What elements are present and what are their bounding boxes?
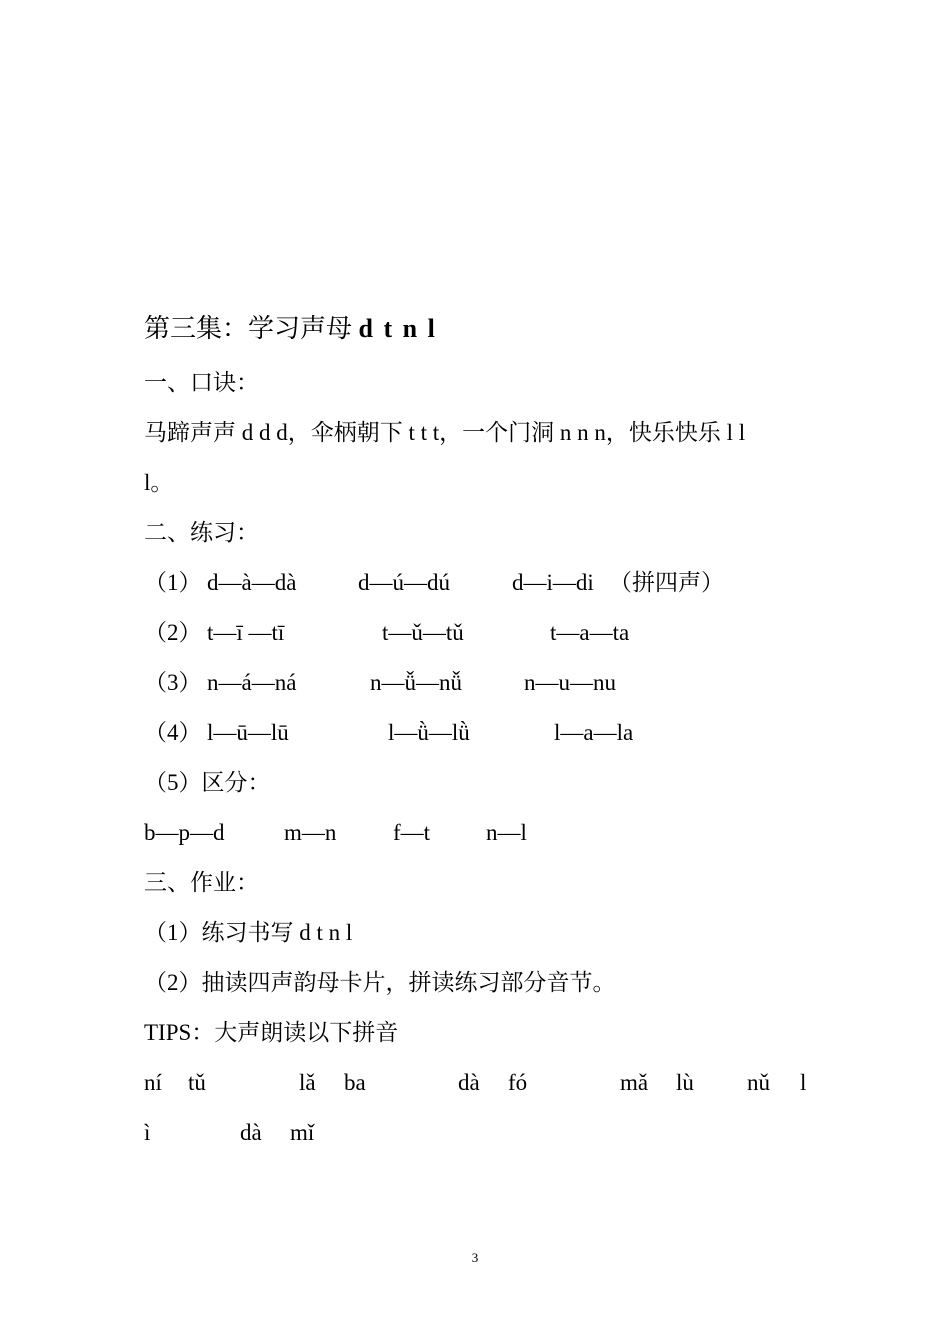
pinyin-syllable: dà bbox=[458, 1070, 480, 1095]
pinyin-syllable: dà bbox=[240, 1120, 262, 1145]
title-letters: d t n l bbox=[358, 314, 437, 343]
practice-row bbox=[144, 718, 764, 748]
tips-row bbox=[144, 1068, 814, 1098]
pinyin-syllable: mǎ bbox=[620, 1070, 649, 1095]
pinyin-syllable: lù bbox=[676, 1070, 694, 1095]
distinguish-heading: （5）区分： bbox=[144, 770, 271, 795]
practice-row bbox=[144, 568, 764, 598]
practice-row-label: （3） bbox=[144, 670, 202, 695]
tips-row bbox=[144, 1118, 444, 1148]
practice-item: l—a—la bbox=[554, 720, 634, 745]
mnemonic-text-line2: l。 bbox=[144, 470, 174, 495]
mnemonic-text-line1: 马蹄声声 d d d，伞柄朝下 t t t，一个门洞 n n n，快乐快乐 l l bbox=[144, 420, 746, 445]
practice-row bbox=[144, 668, 764, 698]
pinyin-syllable: l bbox=[800, 1070, 807, 1095]
pinyin-syllable: lǎ bbox=[299, 1070, 316, 1095]
practice-item: d—à—dà bbox=[207, 570, 297, 595]
practice-item: t—ī —tī bbox=[207, 620, 285, 645]
practice-row-label: （2） bbox=[144, 620, 202, 645]
pinyin-syllable: nǔ bbox=[747, 1070, 770, 1095]
page-title bbox=[144, 314, 437, 344]
distinguish-pair: b—p—d bbox=[144, 820, 225, 845]
practice-item: d—ú—dú bbox=[358, 570, 450, 595]
pinyin-syllable: tǔ bbox=[188, 1070, 206, 1095]
practice-item: t—a—ta bbox=[550, 620, 630, 645]
practice-row-label: （4） bbox=[144, 720, 202, 745]
practice-row-label: （1） bbox=[144, 570, 202, 595]
practice-heading: 二、练习： bbox=[144, 520, 259, 545]
page-number: 3 bbox=[471, 1250, 479, 1265]
homework-item: （2）抽读四声韵母卡片，拼读练习部分音节。 bbox=[144, 970, 616, 995]
practice-item: d—i—di bbox=[512, 570, 594, 595]
practice-item: n—á—ná bbox=[207, 670, 297, 695]
pinyin-syllable: ba bbox=[344, 1070, 366, 1095]
pinyin-syllable: fó bbox=[508, 1070, 528, 1095]
pinyin-syllable: ní bbox=[144, 1070, 162, 1095]
practice-item: t—ǔ—tǔ bbox=[382, 620, 464, 645]
homework-item: （1）练习书写 d t n l bbox=[144, 920, 353, 945]
pinyin-syllable: mǐ bbox=[290, 1120, 315, 1145]
practice-item: n—ǚ—nǚ bbox=[370, 670, 462, 695]
pinyin-syllable: ì bbox=[144, 1120, 151, 1145]
practice-item: l—ǜ—lǜ bbox=[388, 720, 470, 745]
homework-heading: 三、作业： bbox=[144, 870, 259, 895]
distinguish-pair: m—n bbox=[284, 820, 337, 845]
mnemonic-heading: 一、口诀： bbox=[144, 370, 259, 395]
practice-note: （拼四声） bbox=[609, 570, 724, 595]
distinguish-row bbox=[144, 818, 764, 848]
practice-item: l—ū—lū bbox=[207, 720, 289, 745]
tips-heading: TIPS：大声朗读以下拼音 bbox=[144, 1020, 399, 1045]
distinguish-pair: n—l bbox=[486, 820, 527, 845]
practice-row bbox=[144, 618, 764, 648]
practice-item: n—u—nu bbox=[524, 670, 616, 695]
title-prefix: 第三集：学习声母 bbox=[144, 314, 359, 343]
distinguish-pair: f—t bbox=[393, 820, 431, 845]
